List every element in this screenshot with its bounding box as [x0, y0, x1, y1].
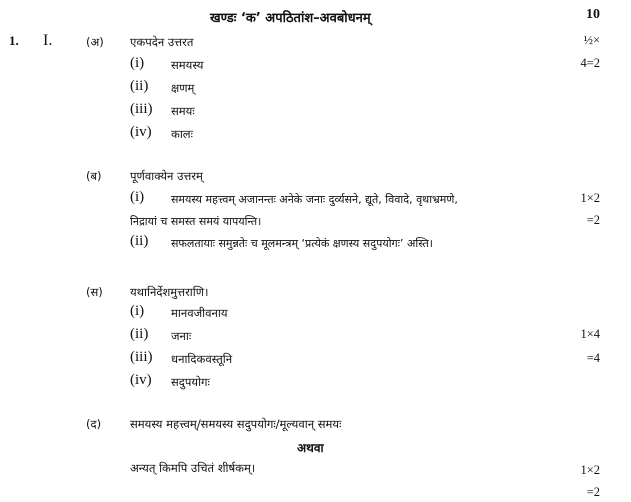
question-roman: I.: [43, 32, 53, 49]
part-a-heading: एकपदेन उत्तरत: [130, 35, 194, 49]
section-title: खण्डः ‘क’ अपठितांश–अवबोधनम्: [210, 11, 371, 26]
part-c-marks-top: 1×4: [580, 327, 600, 341]
part-b-label: (ब): [86, 169, 102, 183]
part-d-label: (द): [86, 417, 102, 431]
part-a-item-roman: (i): [130, 55, 145, 71]
part-b-item2-text: सफलतायाः समुन्नतेः च मूलमन्त्रम् ‘प्रत्येकं क्षणस्य सदुपयोगः’ अस्ति।: [171, 237, 433, 250]
question-number: 1.: [9, 33, 19, 48]
part-a-marks-top: ½×: [583, 33, 600, 47]
part-b-heading: पूर्णवाक्येन उत्तरम्: [130, 169, 203, 183]
part-a-item-text: समयः: [171, 104, 195, 118]
part-a-marks-bottom: 4=2: [580, 56, 600, 70]
part-c-item-text: मानवजीवनाय: [171, 306, 228, 320]
part-c-label: (स): [86, 285, 103, 299]
part-a-item-text: समयस्य: [171, 58, 204, 72]
part-d-text: समयस्य महत्त्वम्/समयस्य सदुपयोगः/मूल्यवान् समयः: [130, 417, 342, 431]
part-d-or-label: अथवा: [297, 441, 324, 455]
part-c-item-roman: (i): [130, 303, 145, 319]
section-marks: 10: [586, 7, 600, 22]
part-b-item1-line2: निद्रायां च समस्त समयं यापयन्ति।: [130, 215, 262, 228]
part-b-item1-roman: (i): [130, 189, 145, 205]
part-a-label: (अ): [86, 35, 104, 49]
part-c-item-roman: (ii): [130, 326, 149, 342]
part-d-marks-bottom: =2: [586, 485, 600, 499]
part-c-heading: यथानिर्देशमुत्तराणि।: [130, 285, 209, 299]
part-a-item-text: क्षणम्: [171, 81, 195, 95]
part-b-item2-roman: (ii): [130, 233, 149, 249]
part-c-marks-bottom: =4: [586, 351, 600, 365]
part-c-item-text: धनादिकवस्तूनि: [171, 352, 233, 366]
part-a-item-text: कालः: [171, 127, 193, 141]
part-a-item-roman: (iv): [130, 124, 152, 140]
part-b-marks-bottom: =2: [586, 213, 600, 227]
part-c-item-text: सदुपयोगः: [171, 375, 210, 389]
part-b-item1-line1: समयस्य महत्त्वम् अजानन्तः अनेके जनाः दुर्व्यसने, द्यूते, विवादे, वृथाभ्रमणे,: [171, 193, 458, 206]
part-d-alt-text: अन्यत् किमपि उचितं शीर्षकम्।: [130, 461, 256, 475]
part-a-item-roman: (iii): [130, 101, 153, 117]
part-c-item-roman: (iv): [130, 372, 152, 388]
part-c-item-text: जनाः: [171, 329, 192, 343]
part-a-item-roman: (ii): [130, 78, 149, 94]
part-d-marks-top: 1×2: [580, 463, 600, 477]
part-b-marks-top: 1×2: [580, 191, 600, 205]
part-c-item-roman: (iii): [130, 349, 153, 365]
